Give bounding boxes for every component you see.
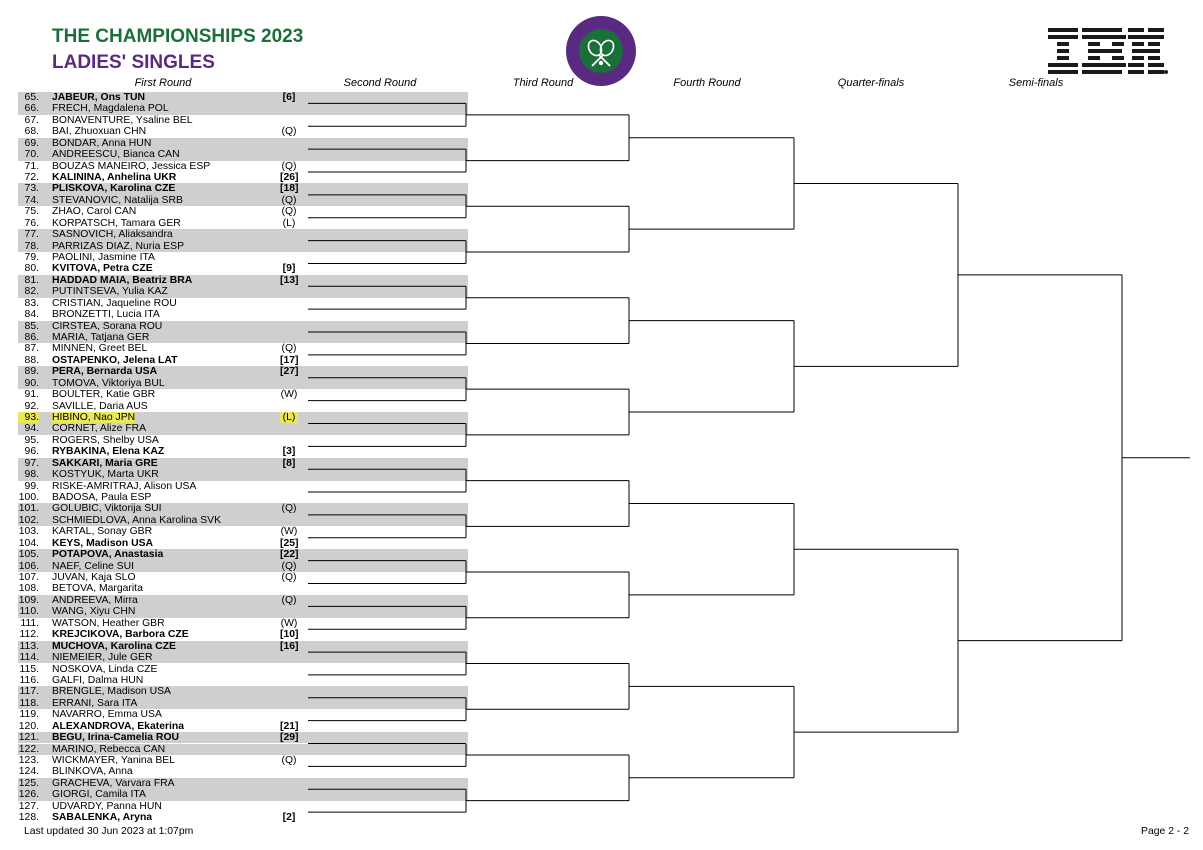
player-seed: [2] — [282, 812, 296, 824]
player-name: JUVAN, Kaja SLO — [52, 572, 136, 584]
player-name: POTAPOVA, Anastasia — [52, 549, 164, 561]
player-number: 111. — [20, 617, 39, 629]
player-name: BRONZETTI, Lucia ITA — [52, 309, 160, 321]
player-number: 120. — [18, 720, 39, 732]
player-name: HIBINO, Nao JPN — [52, 412, 136, 424]
player-number: 115. — [19, 663, 39, 675]
player-number: 86. — [24, 332, 39, 344]
player-name: GIORGI, Camila ITA — [52, 789, 146, 801]
player-name: BOULTER, Katie GBR — [52, 389, 156, 401]
player-number: 103. — [18, 526, 39, 538]
player-number: 66. — [24, 103, 39, 115]
player-number: 97. — [24, 457, 39, 469]
player-name: CIRSTEA, Sorana ROU — [52, 320, 163, 332]
player-number: 125. — [18, 777, 39, 789]
player-name: SAVILLE, Daria AUS — [52, 400, 148, 412]
player-name: KVITOVA, Petra CZE — [52, 263, 153, 275]
player-seed: [18] — [280, 183, 299, 195]
player-name: MINNEN, Greet BEL — [52, 343, 148, 355]
player-name: RYBAKINA, Elena KAZ — [52, 446, 165, 458]
player-name: NOSKOVA, Linda CZE — [52, 663, 158, 675]
player-number: 112. — [19, 629, 39, 641]
player-number: 116. — [19, 674, 39, 686]
player-seed: (Q) — [281, 572, 297, 584]
player-name: KARTAL, Sonay GBR — [52, 526, 153, 538]
player-seed: [21] — [280, 720, 299, 732]
player-number: 110. — [19, 606, 39, 618]
round-header-4: Fourth Round — [673, 77, 741, 89]
player-seed: (W) — [280, 617, 298, 629]
player-number: 89. — [24, 366, 39, 378]
player-name: SCHMIEDLOVA, Anna Karolina SVK — [52, 514, 222, 526]
player-seed: [9] — [282, 263, 296, 275]
last-updated: Last updated 30 Jun 2023 at 1:07pm — [24, 826, 194, 837]
player-number: 127. — [18, 800, 39, 812]
player-number: 85. — [24, 320, 39, 332]
player-number: 128. — [18, 812, 39, 824]
player-name: SABALENKA, Aryna — [52, 812, 153, 824]
player-name: BOUZAS MANEIRO, Jessica ESP — [52, 160, 211, 172]
player-number: 73. — [24, 183, 39, 195]
player-number: 72. — [24, 172, 39, 183]
player-name: BEGU, Irina-Camelia ROU — [52, 732, 180, 744]
player-number: 93. — [18, 412, 39, 423]
player-number: 87. — [24, 343, 39, 355]
player-name: FRECH, Magdalena POL — [52, 103, 169, 115]
player-number: 84. — [24, 309, 39, 321]
player-name: ERRANI, Sara ITA — [52, 697, 138, 709]
player-name: NIEMEIER, Jule GER — [52, 652, 153, 664]
player-name: PARRIZAS DIAZ, Nuria ESP — [52, 240, 185, 252]
player-seed: (Q) — [281, 343, 297, 355]
player-name: CORNET, Alize FRA — [52, 423, 147, 435]
player-number: 92. — [24, 400, 39, 412]
player-name: SASNOVICH, Aliaksandra — [52, 229, 173, 241]
page-title: THE CHAMPIONSHIPS 2023 — [52, 26, 304, 47]
player-seed: [13] — [280, 274, 299, 286]
player-seed: (Q) — [281, 594, 297, 606]
player-name: MUCHOVA, Karolina CZE — [52, 640, 176, 652]
player-name: GALFI, Dalma HUN — [52, 674, 144, 686]
player-name: PUTINTSEVA, Yulia KAZ — [52, 286, 168, 298]
player-name: ANDREESCU, Bianca CAN — [52, 149, 180, 161]
player-number: 98. — [24, 469, 39, 481]
player-number: 114. — [19, 652, 39, 664]
player-name: NAEF, Celine SUI — [52, 560, 134, 572]
player-number: 107. — [18, 572, 39, 584]
player-number: 123. — [18, 754, 39, 766]
player-number: 71. — [24, 160, 39, 172]
player-name: BONDAR, Anna HUN — [52, 137, 152, 149]
player-seed: [17] — [280, 354, 299, 366]
player-number: 117. — [19, 686, 39, 698]
player-number: 121. — [18, 732, 39, 744]
player-number: 126. — [18, 789, 39, 801]
player-number: 95. — [24, 434, 39, 446]
player-name: STEVANOVIC, Natalija SRB — [52, 194, 183, 206]
player-number: 79. — [24, 252, 39, 264]
player-seed: (Q) — [281, 160, 297, 172]
player-name: ANDREEVA, Mirra — [52, 594, 138, 606]
player-name: SAKKARI, Maria GRE — [52, 457, 158, 469]
player-name: NAVARRO, Emma USA — [52, 709, 162, 721]
player-number: 94. — [24, 423, 39, 435]
round-header-3: Third Round — [512, 77, 574, 89]
player-name: MARIA, Tatjana GER — [52, 332, 150, 344]
player-number: 113. — [19, 640, 39, 652]
player-number: 65. — [24, 92, 39, 103]
player-name: RISKE-AMRITRAJ, Alison USA — [52, 480, 197, 492]
player-name: HADDAD MAIA, Beatriz BRA — [52, 274, 193, 286]
player-name: MARINO, Rebecca CAN — [52, 743, 166, 755]
player-number: 102. — [18, 514, 39, 526]
player-name: BLINKOVA, Anna — [52, 766, 133, 778]
player-name: BADOSA, Paula ESP — [52, 492, 152, 504]
player-seed: (Q) — [281, 560, 297, 572]
player-number: 109. — [18, 594, 39, 606]
player-number: 75. — [24, 206, 39, 218]
player-seed: (W) — [280, 389, 298, 401]
page-number: Page 2 - 2 — [1141, 826, 1189, 837]
player-name: KEYS, Madison USA — [52, 537, 154, 549]
round-header-6: Semi-finals — [1008, 77, 1064, 89]
player-name: PERA, Bernarda USA — [52, 366, 158, 378]
player-name: WICKMAYER, Yanina BEL — [52, 754, 176, 766]
player-seed: (Q) — [281, 126, 297, 138]
player-number: 119. — [19, 709, 39, 721]
player-number: 124. — [18, 766, 39, 778]
player-seed: (Q) — [281, 206, 297, 218]
player-number: 100. — [18, 492, 39, 504]
player-number: 77. — [24, 229, 39, 241]
round-header-2: Second Round — [343, 77, 417, 89]
player-name: ROGERS, Shelby USA — [52, 434, 159, 446]
player-seed: [3] — [282, 446, 296, 458]
round-header-5: Quarter-finals — [837, 77, 905, 89]
player-number: 91. — [24, 389, 39, 401]
player-name: BETOVA, Margarita — [52, 583, 143, 595]
player-number: 83. — [24, 297, 39, 309]
player-name: BRENGLE, Madison USA — [52, 686, 171, 698]
player-seed: [8] — [282, 457, 296, 469]
player-seed: [16] — [280, 640, 299, 652]
player-number: 82. — [24, 286, 39, 298]
player-name: OSTAPENKO, Jelena LAT — [52, 354, 178, 366]
player-seed: [25] — [280, 537, 299, 549]
player-number: 101. — [18, 503, 39, 515]
player-seed: (W) — [280, 526, 298, 538]
player-seed: [26] — [280, 172, 299, 183]
player-seed: [6] — [282, 92, 296, 103]
player-name: WATSON, Heather GBR — [52, 617, 165, 629]
player-number: 118. — [19, 697, 39, 709]
player-seed: [29] — [280, 732, 299, 744]
player-name: ALEXANDROVA, Ekaterina — [52, 720, 185, 732]
player-number: 99. — [24, 480, 39, 492]
player-name: WANG, Xiyu CHN — [52, 606, 136, 618]
player-name: PLISKOVA, Karolina CZE — [52, 183, 176, 195]
player-seed: (Q) — [281, 503, 297, 515]
player-name: KREJCIKOVA, Barbora CZE — [52, 629, 189, 641]
player-number: 81. — [24, 274, 39, 286]
player-number: 67. — [24, 114, 39, 126]
player-name: UDVARDY, Panna HUN — [52, 800, 162, 812]
page-subtitle: LADIES' SINGLES — [52, 52, 215, 73]
player-number: 104. — [18, 537, 39, 549]
player-number: 69. — [24, 137, 39, 149]
player-number: 105. — [18, 549, 39, 561]
player-name: CRISTIAN, Jaqueline ROU — [52, 297, 177, 309]
player-seed: [27] — [280, 366, 299, 378]
player-seed: [10] — [280, 629, 299, 641]
player-number: 76. — [24, 217, 39, 229]
player-seed: (Q) — [281, 194, 297, 206]
player-name: BONAVENTURE, Ysaline BEL — [52, 114, 193, 126]
player-name: KORPATSCH, Tamara GER — [52, 217, 181, 229]
player-number: 78. — [24, 240, 39, 252]
player-number: 96. — [24, 446, 39, 458]
player-number: 80. — [24, 263, 39, 275]
player-number: 88. — [24, 354, 39, 366]
player-number: 122. — [18, 743, 39, 755]
player-name: GOLUBIC, Viktorija SUI — [52, 503, 162, 515]
player-name: BAI, Zhuoxuan CHN — [52, 126, 147, 138]
player-name: JABEUR, Ons TUN — [52, 92, 145, 103]
player-name: TOMOVA, Viktoriya BUL — [52, 377, 165, 389]
player-seed: (L) — [280, 412, 298, 423]
player-name: KALININA, Anhelina UKR — [52, 172, 177, 183]
player-seed: (Q) — [281, 754, 297, 766]
player-number: 70. — [24, 149, 39, 161]
player-seed: (L) — [282, 217, 296, 229]
player-number: 106. — [18, 560, 39, 572]
player-name: PAOLINI, Jasmine ITA — [52, 252, 155, 264]
player-seed: [22] — [280, 549, 299, 561]
round-header-1: First Round — [134, 77, 192, 89]
player-number: 74. — [24, 194, 39, 206]
player-name: ZHAO, Carol CAN — [52, 206, 137, 218]
player-number: 68. — [24, 126, 39, 138]
player-number: 90. — [24, 377, 39, 389]
player-number: 108. — [18, 583, 39, 595]
player-name: GRACHEVA, Varvara FRA — [52, 777, 175, 789]
player-name: KOSTYUK, Marta UKR — [52, 469, 159, 481]
